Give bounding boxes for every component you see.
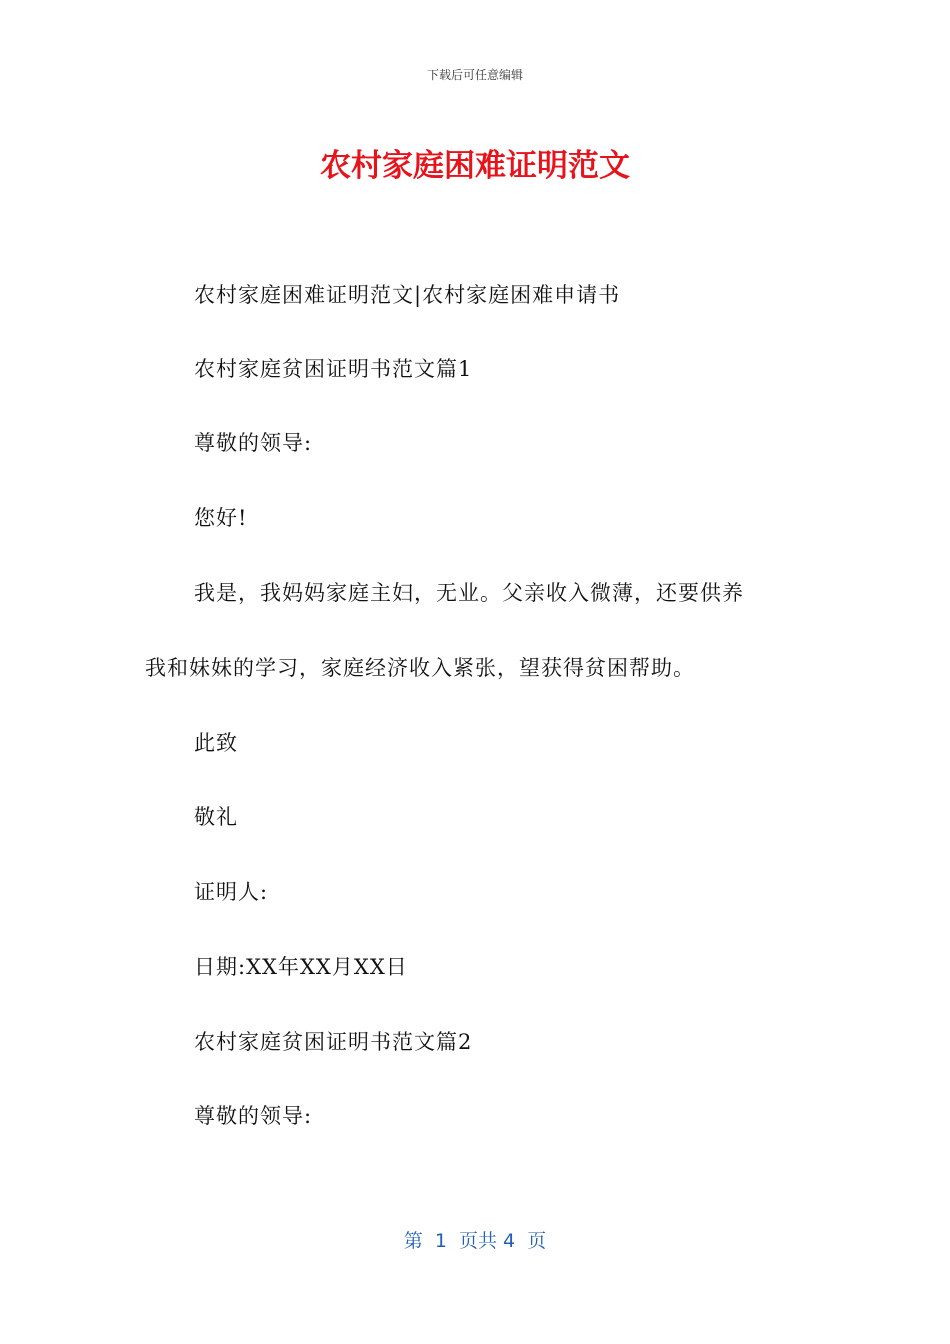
paragraph-witness: 证明人: [194,880,269,904]
paragraph-salutation: 尊敬的领导: [194,431,313,455]
paragraph-greeting: 您好! [194,506,248,530]
paragraph-salutation-2: 尊敬的领导: [194,1104,313,1128]
paragraph-heading: 农村家庭困难证明范文|农村家庭困难申请书 [194,283,621,307]
header-note: 下载后可任意编辑 [426,68,523,82]
paragraph-regards: 敬礼 [194,805,238,829]
paragraph-sample-1-heading: 农村家庭贫困证明书范文篇1 [194,357,473,381]
paragraph-closing: 此致 [194,731,238,755]
document-title: 农村家庭困难证明范文 [320,148,630,184]
page-footer: 第 1 页共 4 页 [403,1230,547,1252]
paragraph-body-line-1: 我是，我妈妈家庭主妇，无业。父亲收入微薄，还要供养 [194,581,744,605]
paragraph-sample-2-heading: 农村家庭贫困证明书范文篇2 [194,1030,473,1054]
paragraph-body-line-2: 我和妹妹的学习，家庭经济收入紧张，望获得贫困帮助。 [145,656,695,680]
paragraph-date: 日期:XX年XX月XX日 [194,955,408,979]
